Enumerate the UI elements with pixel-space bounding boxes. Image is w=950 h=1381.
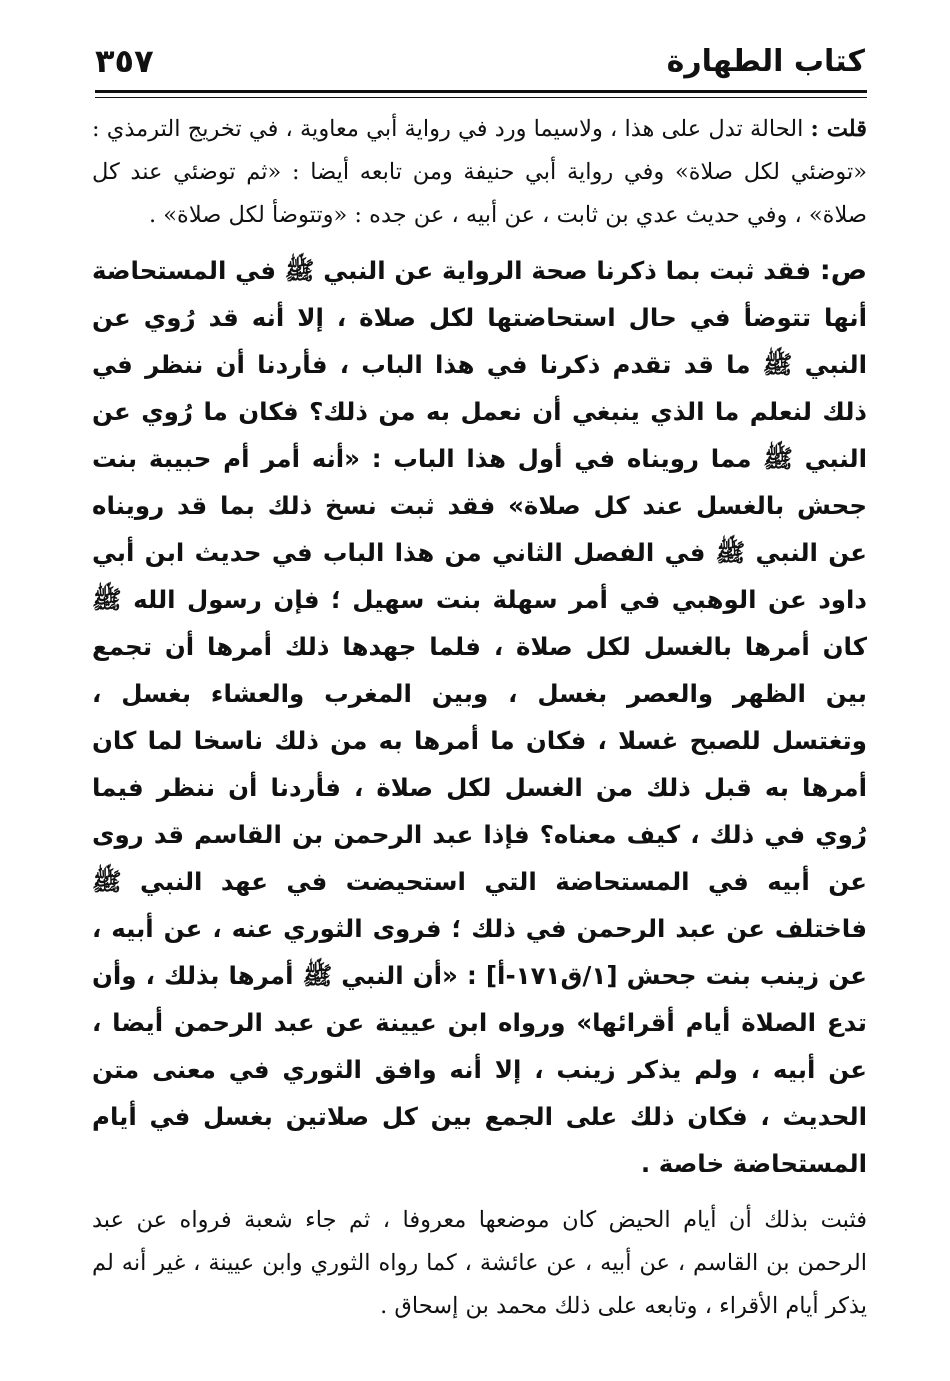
main-text: فقد ثبت بما ذكرنا صحة الرواية عن النبي ﷺ في المستحاضة أنها تتوضأ في حال استحاضتها لكل صلاة ، إلا أنه قد رُوي عن النبي ﷺ ما قد تقدم ذكرنا في هذا الباب ، فأردنا أن ننظر في ذلك لنعلم ما الذي ينبغي أن نعمل به من ذلك؟ فكان ما رُوي عن النبي ﷺ مما رويناه في أول هذا الباب : «أنه أمر أم حبيبة بنت جحش بالغسل عند كل صلاة» فقد ثبت نسخ ذلك بما قد رويناه عن النبي ﷺ في الفصل الثاني من هذا الباب في حديث ابن أبي داود عن الوهبي في أمر سهلة بنت سهيل ؛ فإن رسول الله ﷺ كان أمرها بالغسل لكل صلاة ، فلما جهدها ذلك أمرها أن تجمع بين الظهر والعصر بغسل ، وبين المغرب والعشاء بغسل ، وتغتسل للصبح غسلا ، فكان ما أمرها به من ذلك ناسخا لما كان أمرها به قبل ذلك من الغسل لكل صلاة ، فأردنا أن ننظر فيما رُوي في ذلك ، كيف معناه؟ فإذا عبد الرحمن بن القاسم قد روى عن أبيه في المستحاضة التي استحيضت في عهد النبي ﷺ فاختلف عن عبد الرحمن في ذلك ؛ فروى الثوري عنه ، عن أبيه ، عن زينب بنت جحش [١/ق١٧١-أ] : «أن النبي ﷺ أمرها بذلك ، وأن تدع الصلاة أيام أقرائها» ورواه ابن عيينة عن عبد الرحمن أيضا ، عن أبيه ، ولم يذكر زينب ، إلا أنه وافق الثوري في معنى متن الحديث ، فكان ذلك على الجمع بين كل صلاتين بغسل في أيام المستحاضة خاصة . bbox=[92, 256, 867, 1178]
header-rule-thick bbox=[95, 90, 867, 93]
note-paragraph bbox=[92, 108, 867, 237]
page-number: ٣٥٧ bbox=[95, 42, 154, 80]
running-header bbox=[95, 40, 865, 86]
page-body bbox=[92, 108, 867, 1328]
closing-paragraph bbox=[92, 1199, 867, 1328]
note-text: الحالة تدل على هذا ، ولاسيما ورد في رواية أبي معاوية ، في تخريج الترمذي : «توضئي لكل صلاة» وفي رواية أبي حنيفة ومن تابعه أيضا : «ثم توضئي عند كل صلاة» ، وفي حديث عدي بن ثابت ، عن أبيه ، عن جده : «وتتوضأ لكل صلاة» . bbox=[92, 116, 867, 228]
header-rule-thin bbox=[95, 97, 867, 98]
main-paragraph bbox=[92, 247, 867, 1187]
closing-text: فثبت بذلك أن أيام الحيض كان موضعها معروفا ، ثم جاء شعبة فرواه عن عبد الرحمن بن القاسم ، عن أبيه ، عن عائشة ، كما رواه الثوري وابن عيينة ، غير أنه لم يذكر أيام الأقراء ، وتابعه على ذلك محمد بن إسحاق . bbox=[92, 1207, 867, 1319]
book-title: كتاب الطهارة bbox=[666, 44, 865, 79]
note-lead: قلت : bbox=[810, 116, 868, 142]
main-lead: ص: bbox=[819, 255, 868, 286]
